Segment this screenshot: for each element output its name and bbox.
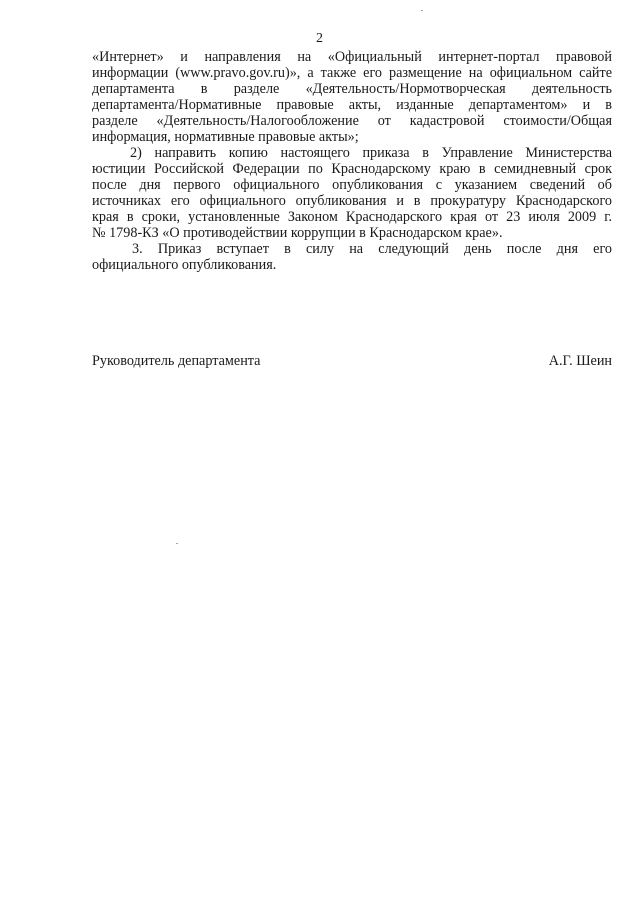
page-number: 2 bbox=[316, 31, 323, 46]
text-line: департамента/Нормативные правовые акты, изданные департаментом» и в bbox=[92, 97, 612, 113]
paragraph-send-copy bbox=[92, 145, 612, 241]
text-line: после дня первого официального опубликования с указанием сведений об bbox=[92, 177, 612, 193]
text-line: юстиции Российской Федерации по Краснодарскому краю в семидневный срок bbox=[92, 161, 612, 177]
text-line: информация, нормативные правовые акты»; bbox=[92, 129, 359, 145]
text-line: 2) направить копию настоящего приказа в Управление Министерства bbox=[130, 145, 612, 161]
text-line: 3. Приказ вступает в силу на следующий день после дня его bbox=[132, 241, 612, 257]
signature-block bbox=[92, 352, 612, 370]
text-line: информации (www.pravo.gov.ru)», а также его размещение на официальном сайте bbox=[92, 65, 612, 81]
text-line: № 1798-КЗ «О противодействии коррупции в Краснодарском крае». bbox=[92, 225, 503, 241]
text-line: официального опубликования. bbox=[92, 257, 277, 273]
signer-name: А.Г. Шеин bbox=[548, 353, 612, 369]
scan-speck bbox=[421, 10, 423, 11]
paragraph-publication bbox=[92, 49, 612, 145]
text-line: края в сроки, установленные Законом Краснодарского края от 23 июля 2009 г. bbox=[92, 209, 612, 225]
text-line: разделе «Деятельность/Налогообложение от кадастровой стоимости/Общая bbox=[92, 113, 612, 129]
scan-speck bbox=[176, 543, 178, 544]
paragraph-effective-date bbox=[92, 241, 612, 273]
signer-position: Руководитель департамента bbox=[92, 353, 261, 369]
text-line: источниках его официального опубликования и в прокуратуру Краснодарского bbox=[92, 193, 612, 209]
text-line: департамента в разделе «Деятельность/Нормотворческая деятельность bbox=[92, 81, 612, 97]
text-line: «Интернет» и направления на «Официальный интернет-портал правовой bbox=[92, 49, 612, 65]
document-body bbox=[92, 49, 612, 273]
